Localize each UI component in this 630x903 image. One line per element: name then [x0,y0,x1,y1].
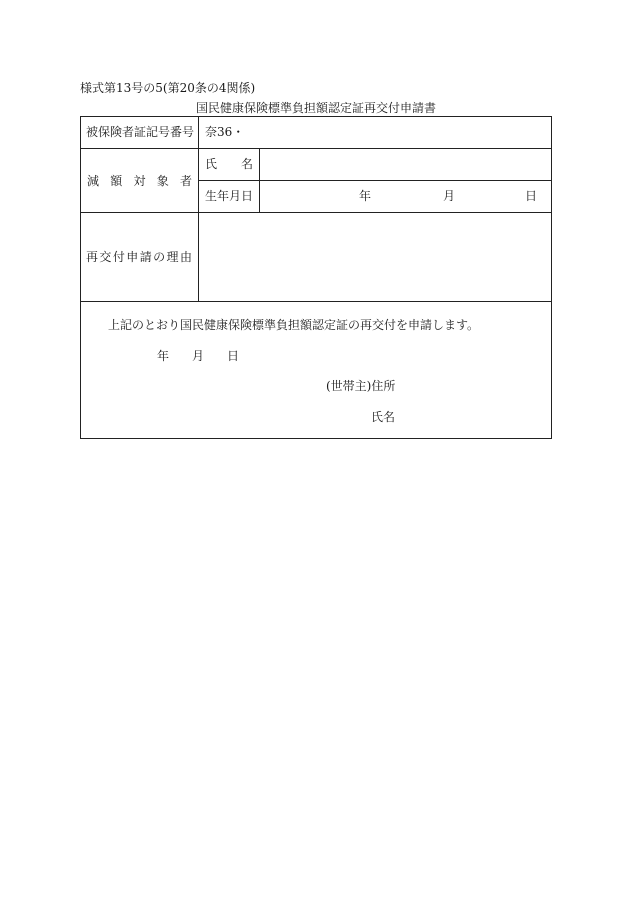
applicant-name-label: 氏名 [371,410,396,424]
name-label: 氏名 [205,157,253,171]
birth-day-label: 日 [525,189,538,203]
insured-number-label: 被保険者証記号番号 [86,125,195,139]
row-divider [198,180,552,181]
birthdate-label: 生年月日 [205,189,254,203]
insured-number-field[interactable]: 奈36・ [205,125,245,139]
application-month-label: 月 [192,349,205,363]
birth-month-label: 月 [443,189,456,203]
householder-address-label: (世帯主)住所 [326,379,396,393]
reason-field[interactable] [199,213,551,300]
row-divider [80,301,552,302]
name-field[interactable] [260,149,551,179]
form-number: 様式第13号の5(第20条の4関係) [80,81,256,95]
declaration-statement: 上記のとおり国民健康保険標準負担額認定証の再交付を申請します。 [108,318,480,332]
birth-year-label: 年 [359,189,372,203]
reason-label: 再交付申請の理由 [86,250,192,264]
form-title: 国民健康保険標準負担額認定証再交付申請書 [195,101,436,115]
application-day-label: 日 [227,349,240,363]
subject-label: 減額対象者 [87,174,192,188]
application-year-label: 年 [157,349,170,363]
